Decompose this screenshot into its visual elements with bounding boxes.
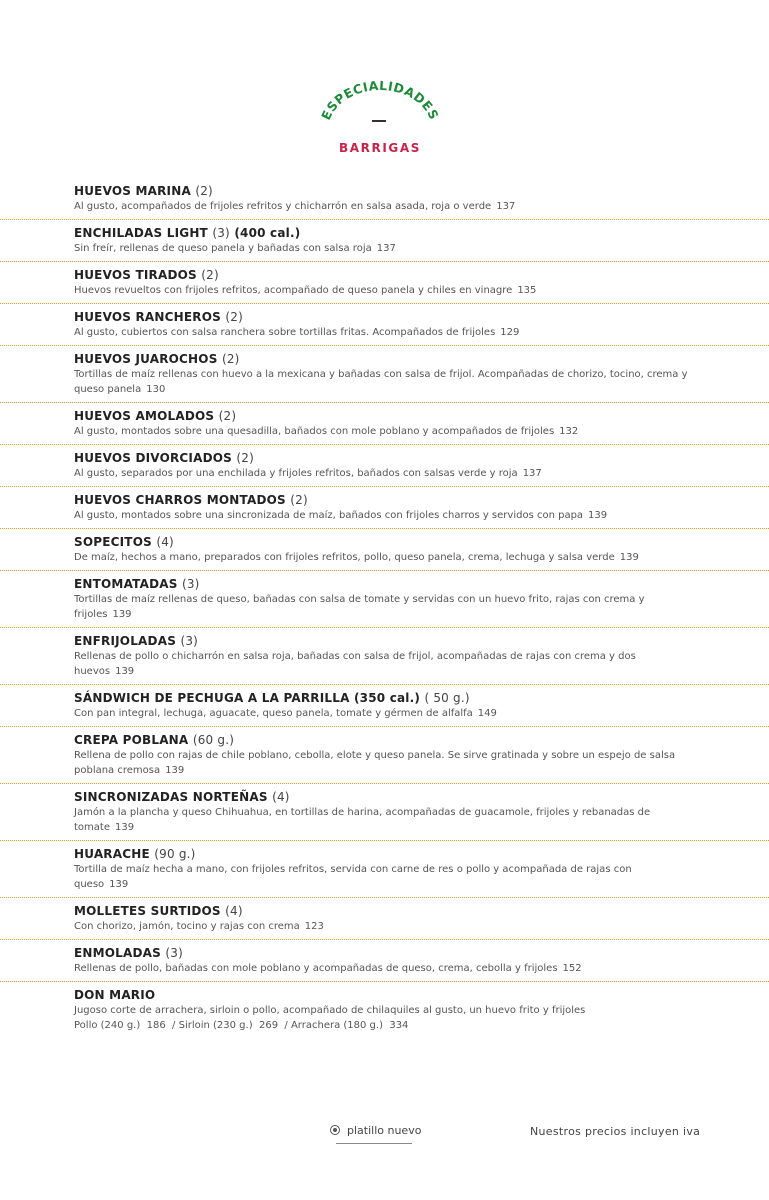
menu-item-title [74, 634, 695, 649]
dish-description [74, 199, 695, 214]
dish-description-text: Con chorizo, jamón, tocino y rajas con crema [74, 921, 300, 932]
menu-item [0, 529, 769, 571]
menu-item [0, 940, 769, 982]
dish-price: 139 [619, 552, 639, 563]
new-dish-icon [330, 1125, 340, 1135]
dish-portion: (60 g.) [192, 733, 235, 747]
dish-description [74, 241, 695, 256]
dish-name: MOLLETES SURTIDOS [74, 904, 221, 918]
menu-item [0, 898, 769, 940]
dish-portion: (4) [225, 904, 243, 918]
dish-description-text: Al gusto, montados sobre una sincronizada de maíz, bañados con frijoles charros y servidos con papa [74, 510, 584, 521]
menu-item [0, 445, 769, 487]
dish-name: ENCHILADAS LIGHT [74, 226, 208, 240]
menu-item-title [74, 268, 695, 283]
dish-price: 139 [114, 822, 135, 833]
new-dish-label: platillo nuevo [347, 1124, 422, 1137]
dish-portion: (2) [225, 310, 243, 324]
dish-description-text: Rellena de pollo con rajas de chile poblano, cebolla, elote y queso panela. Se sirve gratinada y sobre un espejo de salsa poblana cremosa [74, 750, 676, 776]
dish-name: HUEVOS AMOLADOS [74, 409, 215, 423]
dish-portion: (90 g.) [154, 847, 196, 861]
menu-item [0, 178, 769, 220]
dish-price: 139 [165, 765, 185, 776]
dish-name: HUEVOS MARINA [74, 184, 191, 198]
dish-price: 149 [477, 708, 497, 719]
dish-description-text: Tortilla de maíz hecha a mano, con frijoles refritos, servida con carne de res o pollo y acompañada de rajas con queso [74, 864, 632, 890]
section-logo [310, 78, 450, 168]
dish-description-text: Al gusto, acompañados de frijoles refritos y chicharrón en salsa asada, roja o verde [74, 201, 492, 212]
dish-portion: (2) [218, 409, 237, 423]
menu-item-title [74, 352, 695, 367]
dish-description-text: De maíz, hechos a mano, preparados con frijoles refritos, pollo, queso panela, crema, lechuga y salsa verde [74, 552, 615, 563]
dish-description [74, 1003, 695, 1018]
dish-description [74, 706, 695, 721]
dish-name: ENFRIJOLADAS [74, 634, 177, 648]
dish-price: 139 [115, 666, 135, 677]
dish-name: SINCRONIZADAS NORTEÑAS [74, 790, 268, 804]
dish-description-text: Al gusto, cubiertos con salsa ranchera sobre tortillas fritas. Acompañados de frijoles [74, 327, 496, 338]
dish-portion: (3) [181, 577, 200, 591]
dish-name: HUEVOS DIVORCIADOS [74, 451, 232, 465]
dish-description-text: Jamón a la plancha y queso Chihuahua, en tortillas de harina, acompañadas de guacamole, frijoles y rebanadas de tomate [74, 807, 651, 833]
dish-name: HUEVOS JUAROCHOS [74, 352, 218, 366]
dish-description-text: Rellenas de pollo o chicharrón en salsa roja, bañadas con salsa de frijol, acompañadas de rajas con crema y dos huevos [74, 651, 636, 677]
dish-price: 129 [500, 327, 520, 338]
menu-item-title [74, 691, 695, 706]
dish-portion: (2) [236, 451, 254, 465]
dish-price: 123 [304, 921, 324, 932]
menu-item-title [74, 310, 695, 325]
menu-item-title [74, 184, 695, 199]
menu-item [0, 220, 769, 262]
dish-description [74, 862, 695, 892]
dish-description [74, 805, 695, 835]
especialidades-arc [310, 78, 450, 138]
menu-item [0, 727, 769, 784]
menu-item [0, 685, 769, 727]
dish-name: HUEVOS TIRADOS [74, 268, 197, 282]
menu-item-title [74, 733, 695, 748]
dish-description-text: Jugoso corte de arrachera, sirloin o pollo, acompañado de chilaquiles al gusto, un huevo frito y frijoles [74, 1005, 586, 1016]
menu-item [0, 982, 769, 1038]
dish-description [74, 466, 695, 481]
menu-item-title [74, 535, 695, 550]
dish-portion: (4) [272, 790, 290, 804]
dish-description-text: Al gusto, montados sobre una quesadilla, bañados con mole poblano y acompañados de frijoles [74, 426, 555, 437]
menu-item [0, 628, 769, 685]
dish-name: HUARACHE [74, 847, 150, 861]
dish-price: 139 [112, 609, 132, 620]
dish-description-text: Rellenas de pollo, bañadas con mole poblano y acompañadas de queso, crema, cebolla y frijoles [74, 963, 558, 974]
dish-portion: (2) [221, 352, 240, 366]
dish-name: ENMOLADAS [74, 946, 162, 960]
dish-description [74, 592, 695, 622]
dish-name: SOPECITOS [74, 535, 152, 549]
dish-calories: (350 cal.) [353, 691, 421, 705]
dish-options: Pollo (240 g.) 186 / Sirloin (230 g.) 269 / Arrachera (180 g.) 334 [74, 1020, 409, 1031]
menu-item [0, 571, 769, 628]
menu-item [0, 346, 769, 403]
especialidades-text: ESPECIALIDADES [318, 78, 442, 123]
dish-description [74, 649, 695, 679]
dish-description [74, 748, 695, 778]
menu-item-title [74, 409, 695, 424]
menu-item-title [74, 988, 695, 1003]
dish-portion: ( 50 g.) [424, 691, 470, 705]
dish-name: CREPA POBLANA [74, 733, 189, 747]
svg-text:ESPECIALIDADES [318, 78, 442, 122]
dish-description-text: Sin freír, rellenas de queso panela y bañadas con salsa roja [74, 243, 372, 254]
dish-name: DON MARIO [74, 988, 156, 1002]
dish-description [74, 508, 695, 523]
dish-price: 135 [517, 285, 537, 296]
dish-name: HUEVOS RANCHEROS [74, 310, 221, 324]
menu-item [0, 262, 769, 304]
dish-description-text: Con pan integral, lechuga, aguacate, queso panela, tomate y gérmen de alfalfa [74, 708, 473, 719]
dish-calories: (400 cal.) [234, 226, 301, 240]
section-title: BARRIGAS [339, 141, 421, 155]
menu-item-title [74, 904, 695, 919]
legend-underline [336, 1143, 412, 1144]
dish-description [74, 550, 695, 565]
menu-list [0, 178, 769, 1038]
dish-description [74, 325, 695, 340]
menu-item [0, 784, 769, 841]
new-dish-legend [330, 1124, 421, 1137]
menu-item-title [74, 946, 695, 961]
dish-description-text: Al gusto, separados por una enchilada y frijoles refritos, bañados con salsas verde y roja [74, 468, 518, 479]
dish-price: 139 [588, 510, 608, 521]
dish-description-text: Tortillas de maíz rellenas de queso, bañadas con salsa de tomate y servidas con un huevo frito, rajas con crema y frijoles [74, 594, 645, 620]
dish-name: SÁNDWICH DE PECHUGA A LA PARRILLA [74, 691, 350, 705]
dish-price: 132 [559, 426, 579, 437]
dish-description-text: Huevos revueltos con frijoles refritos, acompañado de queso panela y chiles en vinagre [74, 285, 513, 296]
dish-portion: (2) [195, 184, 213, 198]
dish-description [74, 367, 695, 397]
dish-description [74, 961, 695, 976]
dish-description [74, 919, 695, 934]
dish-portion: (3) [212, 226, 230, 240]
dish-price: 137 [376, 243, 396, 254]
logo-divider [372, 120, 386, 122]
dish-name: ENTOMATADAS [74, 577, 178, 591]
menu-item [0, 487, 769, 529]
menu-item [0, 304, 769, 346]
iva-note: Nuestros precios incluyen iva [530, 1125, 701, 1138]
menu-item-title [74, 577, 695, 592]
menu-item-title [74, 493, 695, 508]
dish-description [74, 283, 695, 298]
dish-description [74, 424, 695, 439]
dish-description-text: Tortillas de maíz rellenas con huevo a la mexicana y bañadas con salsa de frijol. Acompañadas de chorizo, tocino, crema y queso panela [74, 369, 688, 395]
menu-item [0, 403, 769, 445]
dish-price: 139 [109, 879, 129, 890]
dish-price: 137 [522, 468, 542, 479]
dish-portion: (2) [201, 268, 219, 282]
menu-item-title [74, 847, 695, 862]
dish-portion: (3) [180, 634, 199, 648]
dish-portion: (2) [290, 493, 308, 507]
menu-item [0, 841, 769, 898]
dish-price: 152 [562, 963, 582, 974]
dish-portion: (3) [165, 946, 184, 960]
dish-price: 137 [496, 201, 516, 212]
dish-portion: (4) [156, 535, 174, 549]
menu-item-title [74, 451, 695, 466]
dish-name: HUEVOS CHARROS MONTADOS [74, 493, 286, 507]
dish-price: 130 [146, 384, 166, 395]
menu-item-title [74, 790, 695, 805]
menu-item-title [74, 226, 695, 241]
